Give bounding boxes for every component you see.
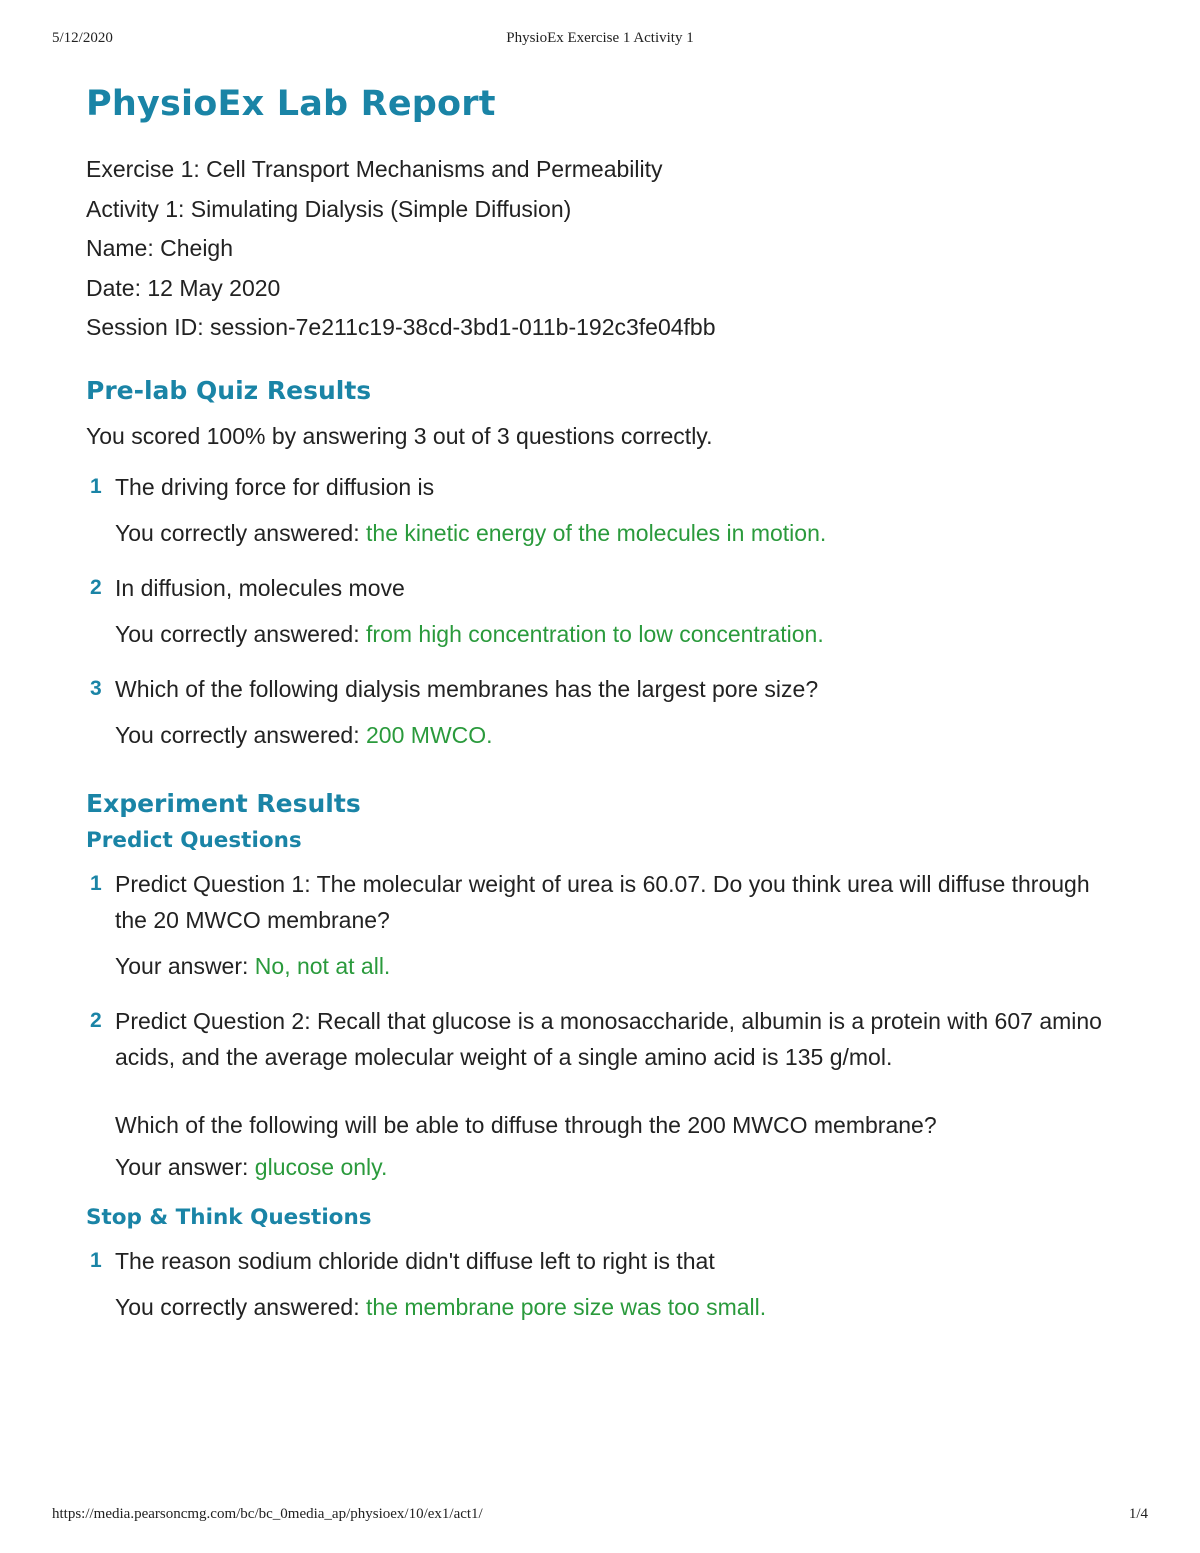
answer-prefix: You correctly answered: [115,1293,367,1320]
prelab-question-2 [86,570,1126,606]
predict-heading: Predict Questions [86,827,302,853]
activity-line: Activity 1: Simulating Dialysis (Simple Diffusion) [86,195,572,222]
page-url: https://media.pearsoncmg.com/bc/bc_0media_ap/physioex/10/ex1/act1/ [52,1506,483,1522]
lab-report [86,84,1126,1321]
question-text: Predict Question 2: Recall that glucose is a monosaccharide, albumin is a protein with 607 amino acids, and the average molecular weight of a single amino acid is 135 g/mol. [115,1007,1102,1070]
prelab-answer-2 [86,621,1126,648]
predict-question-2 [86,1003,1126,1075]
name-line: Name: Cheigh [86,235,234,261]
prelab-score-summary: You scored 100% by answering 3 out of 3 questions correctly. [86,422,713,449]
report-meta [86,150,1126,348]
stop-think-question-1 [86,1243,1126,1279]
print-header [52,30,1148,52]
print-page-title: PhysioEx Exercise 1 Activity 1 [506,30,694,46]
session-id-line: Session ID: session-7e211c19-38cd-3bd1-011b-192c3fe04fbb [86,314,716,340]
answer-value: glucose only. [254,1153,388,1180]
answer-prefix: You correctly answered: [115,620,367,647]
answer-prefix: You correctly answered: [115,721,367,748]
question-text: In diffusion, molecules move [115,574,405,601]
question-number: 1 [90,1248,102,1272]
predict-question-2-prompt: Which of the following will be able to diffuse through the 200 MWCO membrane? [115,1111,937,1138]
question-number: 2 [90,1008,102,1032]
question-number: 1 [90,871,102,895]
prelab-answer-1 [86,520,1126,547]
answer-prefix: You correctly answered: [115,519,367,546]
answer-value: the kinetic energy of the molecules in motion. [366,519,827,546]
report-title: PhysioEx Lab Report [86,84,496,124]
answer-value: 200 MWCO. [366,721,493,748]
prelab-heading: Pre-lab Quiz Results [86,375,372,405]
question-text: Predict Question 1: The molecular weight of urea is 60.07. Do you think urea will diffuse through the 20 MWCO membrane? [115,870,1090,933]
predict-answer-2 [86,1154,1126,1181]
answer-prefix: Your answer: [115,952,255,979]
prelab-question-3 [86,671,1126,707]
page-number: 1/4 [1128,1506,1148,1522]
answer-value: the membrane pore size was too small. [366,1293,767,1320]
question-number: 3 [90,676,102,700]
print-date: 5/12/2020 [52,30,113,46]
question-text: The reason sodium chloride didn't diffuse left to right is that [115,1247,715,1274]
print-footer [52,1506,1148,1528]
stop-think-answer-1 [86,1294,1126,1321]
exercise-line: Exercise 1: Cell Transport Mechanisms and Permeability [86,156,663,182]
answer-prefix: Your answer: [115,1153,255,1180]
prelab-question-1 [86,469,1126,505]
answer-value: from high concentration to low concentration. [366,620,824,647]
prelab-answer-3 [86,722,1126,749]
experiment-heading: Experiment Results [86,788,361,818]
stop-think-heading: Stop & Think Questions [86,1204,372,1230]
question-text: Which of the following dialysis membranes has the largest pore size? [115,675,819,702]
question-text: The driving force for diffusion is [115,473,435,500]
answer-value: No, not at all. [254,952,391,979]
date-line: Date: 12 May 2020 [86,274,281,301]
predict-answer-1 [86,953,1126,980]
question-number: 1 [90,474,102,498]
predict-question-1 [86,866,1126,938]
question-number: 2 [90,575,102,599]
